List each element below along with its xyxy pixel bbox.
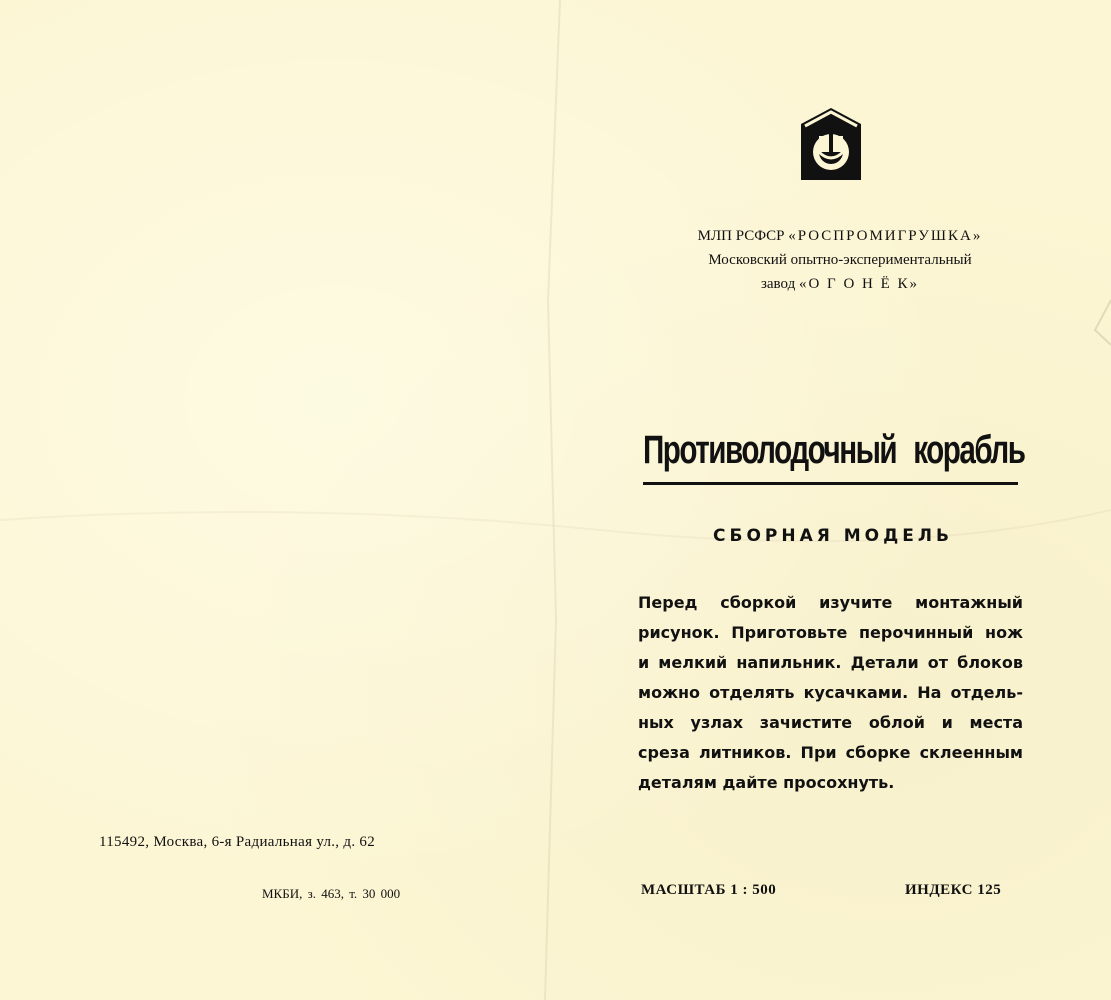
publisher-line-2: Московский опытно-экспериментальный xyxy=(708,252,972,268)
instruction-line: и мелкий напильник. Детали от блоков xyxy=(638,653,1023,672)
instruction-line: рисунок. Приготовьте перочинный нож xyxy=(638,623,1023,642)
model-title: Противолодочный корабль xyxy=(643,428,1025,472)
instruction-line: ных узлах зачистите облой и места xyxy=(638,713,1023,732)
ministry-name: МЛП РСФСР xyxy=(697,228,785,244)
instruction-line: можно отделять кусачками. На отдель- xyxy=(638,683,1023,702)
ogonek-logo-icon xyxy=(801,108,861,180)
instruction-line: среза литников. При сборке склеенным xyxy=(638,743,1023,762)
title-underline xyxy=(643,482,1018,485)
instruction-line: деталям дайте просохнуть. xyxy=(638,773,895,792)
factory-name: «О Г О Н Ё К» xyxy=(798,276,920,292)
publisher-line-3 xyxy=(640,272,1040,296)
organization-name: «РОСПРОМИГРУШКА» xyxy=(788,228,983,244)
factory-label: завод xyxy=(760,276,796,292)
publisher-line-1 xyxy=(640,224,1040,248)
model-subtitle: СБОРНАЯ МОДЕЛЬ xyxy=(713,526,953,546)
instruction-line: Перед сборкой изучите монтажный xyxy=(638,593,1023,612)
model-scale: МАСШТАБ 1 : 500 xyxy=(641,882,777,898)
assembly-instructions xyxy=(638,588,1023,798)
product-index: ИНДЕКС 125 xyxy=(905,882,1002,898)
publisher-block xyxy=(640,224,1040,296)
print-info: МКБИ, з. 463, т. 30 000 xyxy=(262,886,401,901)
factory-address: 115492, Москва, 6-я Радиальная ул., д. 62 xyxy=(99,834,376,850)
